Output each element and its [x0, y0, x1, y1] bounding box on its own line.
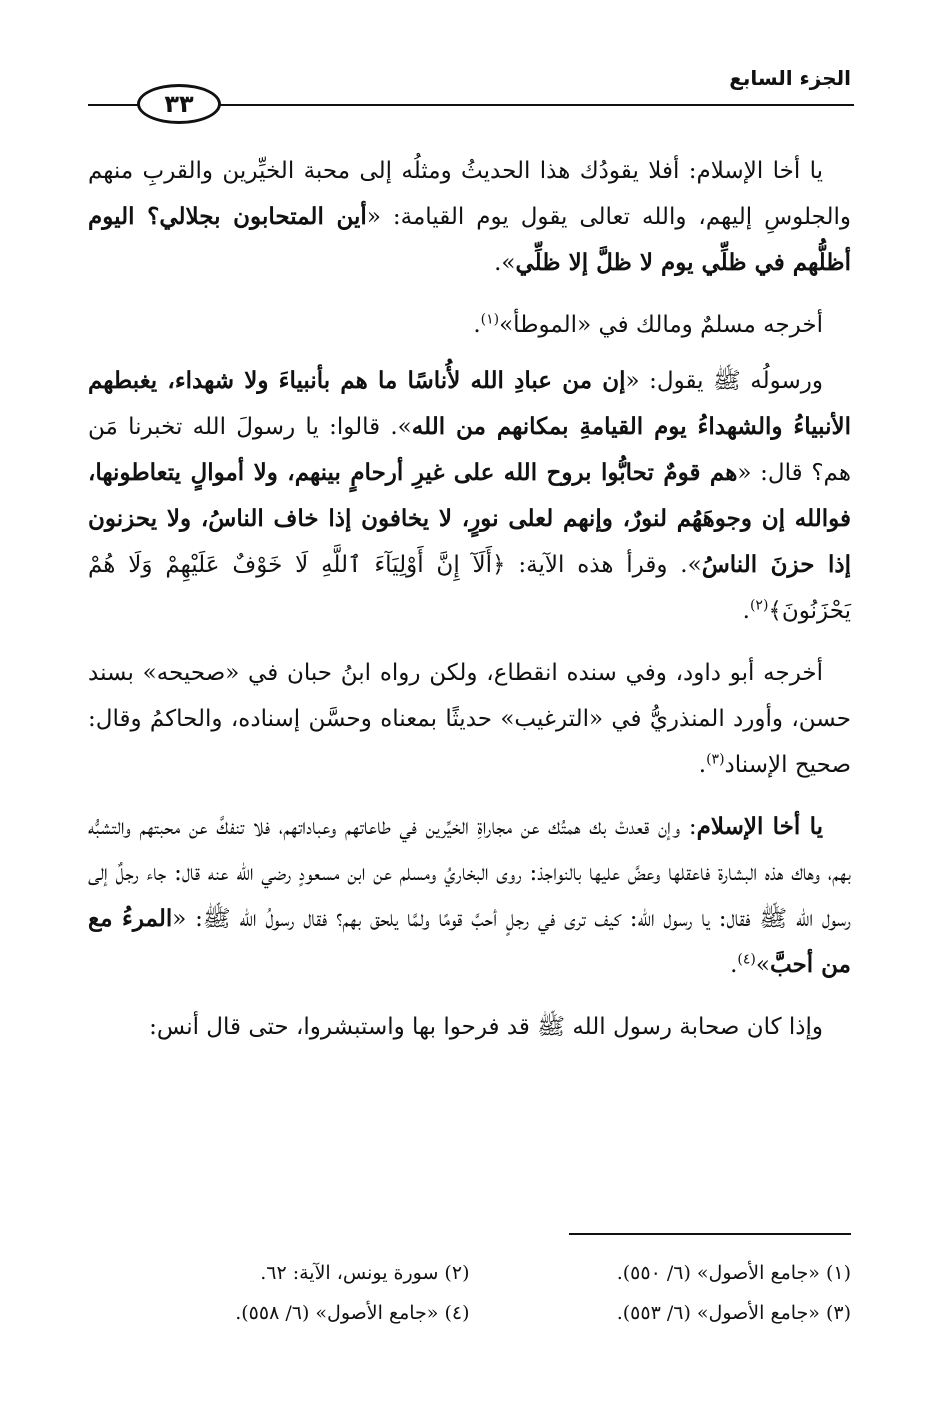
text-segment: »	[755, 952, 770, 978]
footnote-2: (٢) سورة يونس، الآية: ٦٢.	[260, 1262, 470, 1284]
footnote-3: (٣) «جامع الأصول» (٦/ ٥٥٣).	[616, 1302, 851, 1324]
bold-text-segment: أين المتحابون بجلالي؟ اليوم أظلُّهم في ظلِّي يوم لا ظلَّ إلا ظلِّي	[88, 203, 851, 276]
text-segment: ».	[494, 250, 516, 276]
paragraph-4	[88, 650, 851, 788]
footnote-marker: (٤)	[737, 951, 756, 968]
footnote-marker: (٢)	[749, 597, 769, 614]
bold-text-segment: هم قومٌ تحابُّوا بروح الله على غيرِ أرحامٍ بينهم، ولا أموالٍ يتعاطونها، فوالله إن وجوهَهُم لنورٌ، وإنهم لعلى نورٍ، لا يخافون إذا خاف الناسُ، ولا يحزنون إذا حزنَ الناسُ	[88, 459, 851, 578]
footnote-row	[88, 1293, 851, 1333]
footnote-marker: (١)	[480, 311, 500, 328]
text-segment: .	[698, 752, 707, 778]
footnote-4: (٤) «جامع الأصول» (٦/ ٥٥٨).	[235, 1302, 470, 1324]
text-segment: .	[730, 952, 738, 978]
footnote-row	[88, 1253, 851, 1293]
page-number-badge	[137, 84, 221, 124]
footnote-rule	[569, 1233, 851, 1235]
paragraph-2	[88, 302, 851, 348]
bold-text-segment: إن من عبادِ الله لأُناسًا ما هم بأنبياءَ ولا شهداء، يغبطهم الأنبياءُ والشهداءُ يوم القيامةِ بمكانهم من الله	[88, 367, 852, 440]
bold-text-segment: المرءُ مع من أحبَّ	[88, 905, 851, 978]
text-segment: أخرجه أبو داود، وفي سنده انقطاع، ولكن رواه ابنُ حبان في «صحيحه» بسند حسن، وأورد المنذريُّ في «الترغيب» حديثًا بمعناه وحسَّن إسناده، والحاكمُ وقال: صحيح الإسناد	[88, 660, 851, 778]
paragraph-3	[88, 358, 851, 634]
paragraph-1	[88, 148, 851, 286]
text-segment: أخرجه مسلمٌ ومالك في «الموطأ»	[499, 312, 823, 338]
footnotes	[88, 1253, 851, 1333]
main-text	[88, 148, 851, 1066]
text-segment: ورسولُه ﷺ يقول: «	[625, 368, 823, 394]
text-segment: وإذا كان صحابة رسول الله ﷺ قد فرحوا بها واستبشروا، حتى قال أنس:	[149, 1014, 823, 1040]
paragraph-6	[88, 1004, 851, 1050]
paragraph-5	[88, 804, 851, 988]
text-segment: يا أخا الإسلام: أفلا يقودُك هذا الحديثُ ومثلُه إلى محبة الخيِّرين والقربِ منهم والجلوسِ إليهم، والله تعالى يقول يوم القيامة: «	[88, 158, 851, 230]
page-number: ٣٣	[164, 90, 194, 118]
footnote-marker: (٣)	[706, 751, 725, 768]
bold-text-segment: يا أخا الإسلام	[696, 813, 823, 840]
running-header-title: الجزء السابع	[729, 66, 851, 90]
text-segment: : وإن قعدتْ بك همتُك عن مجاراةِ الخيِّرين في طاعاتهم وعباداتهم، فلا تنفكَّ عن محبتهم والتشبُّه بهم، وهاك هذه البشارة فاعقلها وعضَّ عليها بالنواجذ: روى البخاريُ ومسلم عن ابن مسعودٍ رضي الله عنه قال: جاء رجلٌ إلى رسول الله ﷺ فقال: يا رسول الله: كيف ترى في رجلٍ أحبَّ قومًا ولمَّا يلحق بهم؟ فقال رسولُ الله ﷺ: «	[88, 814, 851, 932]
text-segment: ». قالوا: يا رسولَ الله تخبرنا مَن هم؟ قال: «	[88, 414, 851, 486]
text-segment: ». وقرأ هذه الآية: ﴿أَلَآ إِنَّ أَوْلِيَآءَ ٱللَّهِ لَا خَوْفٌ عَلَيْهِمْ وَلَا هُمْ يَحْزَنُونَ﴾	[88, 552, 851, 624]
text-segment: .	[473, 312, 481, 338]
text-segment: .	[742, 598, 750, 624]
footnote-1: (١) «جامع الأصول» (٦/ ٥٥٠).	[616, 1262, 851, 1284]
